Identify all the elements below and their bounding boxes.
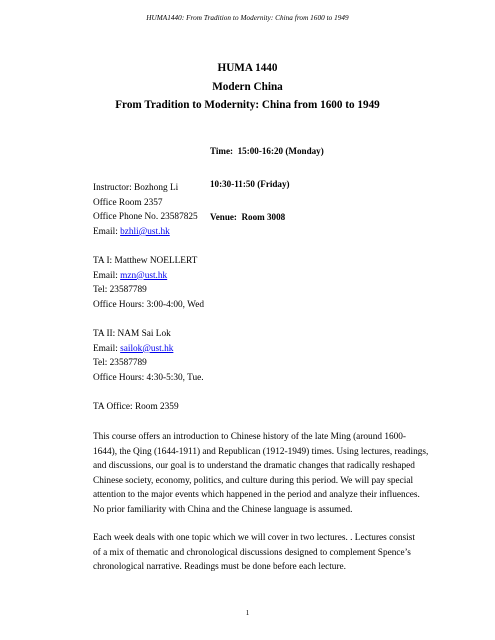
paragraph-line: Chinese society, economy, politics, and culture during this period. We will pay special [93, 475, 414, 486]
instructor-email-line [93, 225, 423, 240]
instructor-name: Instructor: Bozhong Li [93, 183, 179, 193]
instructor-block [93, 181, 423, 239]
ta2-email-line [93, 342, 423, 357]
title-block [0, 59, 495, 115]
ta2-tel: Tel: 23587789 [93, 358, 147, 369]
instructor-phone: Office Phone No. 23587825 [93, 212, 198, 223]
paragraph-line: and discussions, our goal is to understand the dramatic changes that radically reshaped [93, 461, 415, 472]
ta-office-block [93, 400, 423, 415]
instructor-email-link[interactable]: bzhli@ust.hk [120, 226, 170, 237]
ta2-email-link[interactable]: sailok@ust.hk [120, 343, 174, 354]
ta2-office-hours: Office Hours: 4:30-5:30, Tue. [93, 372, 204, 383]
paragraph-line: of a mix of thematic and chronological discussions designed to complement Spence’s [93, 547, 411, 558]
paragraph-line: chronological narrative. Readings must be done before each lecture. [93, 562, 346, 573]
page-number: 1 [245, 609, 250, 617]
schedule-venue: Venue: Room 3008 [210, 212, 286, 222]
ta1-email-label: Email: [93, 270, 121, 281]
running-header: HUMA1440: From Tradition to Modernity: China from 1600 to 1949 [146, 14, 349, 22]
paragraph-line: attention to the major events which happened in the period and analyze their influences. [93, 490, 420, 501]
course-subtitle: From Tradition to Modernity: China from 1600 to 1949 [115, 99, 380, 111]
ta1-email-line [93, 269, 423, 284]
lecture-format [93, 531, 423, 575]
ta1-email-link[interactable]: mzn@ust.hk [120, 270, 168, 281]
paragraph-line: No prior familiarity with China and the Chinese language is assumed. [93, 504, 353, 515]
ta2-block [93, 327, 423, 385]
ta2-name: TA II: NAM Sai Lok [93, 329, 171, 339]
schedule-time-monday: Time: 15:00-16:20 (Monday) [210, 146, 324, 156]
ta-office: TA Office: Room 2359 [93, 402, 179, 412]
ta1-office-hours: Office Hours: 3:00-4:00, Wed [93, 299, 204, 310]
ta1-tel: Tel: 23587789 [93, 285, 147, 296]
ta1-block [93, 254, 423, 312]
course-code: HUMA 1440 [217, 62, 278, 74]
paragraph-line: Each week deals with one topic which we will cover in two lectures. . Lectures consist [93, 533, 415, 543]
instructor-office: Office Room 2357 [93, 197, 163, 208]
course-name: Modern China [212, 80, 283, 93]
ta1-name: TA I: Matthew NOELLERT [93, 256, 198, 266]
ta2-email-label: Email: [93, 343, 121, 354]
paragraph-line: This course offers an introduction to Chinese history of the late Ming (around 1600- [93, 432, 407, 442]
instructor-email-label: Email: [93, 226, 121, 237]
paragraph-line: 1644), the Qing (1644-1911) and Republican (1912-1949) times. Using lectures, readings, [93, 446, 429, 457]
schedule-time-friday: 10:30-11:50 (Friday) [210, 179, 290, 189]
course-description [93, 430, 429, 518]
